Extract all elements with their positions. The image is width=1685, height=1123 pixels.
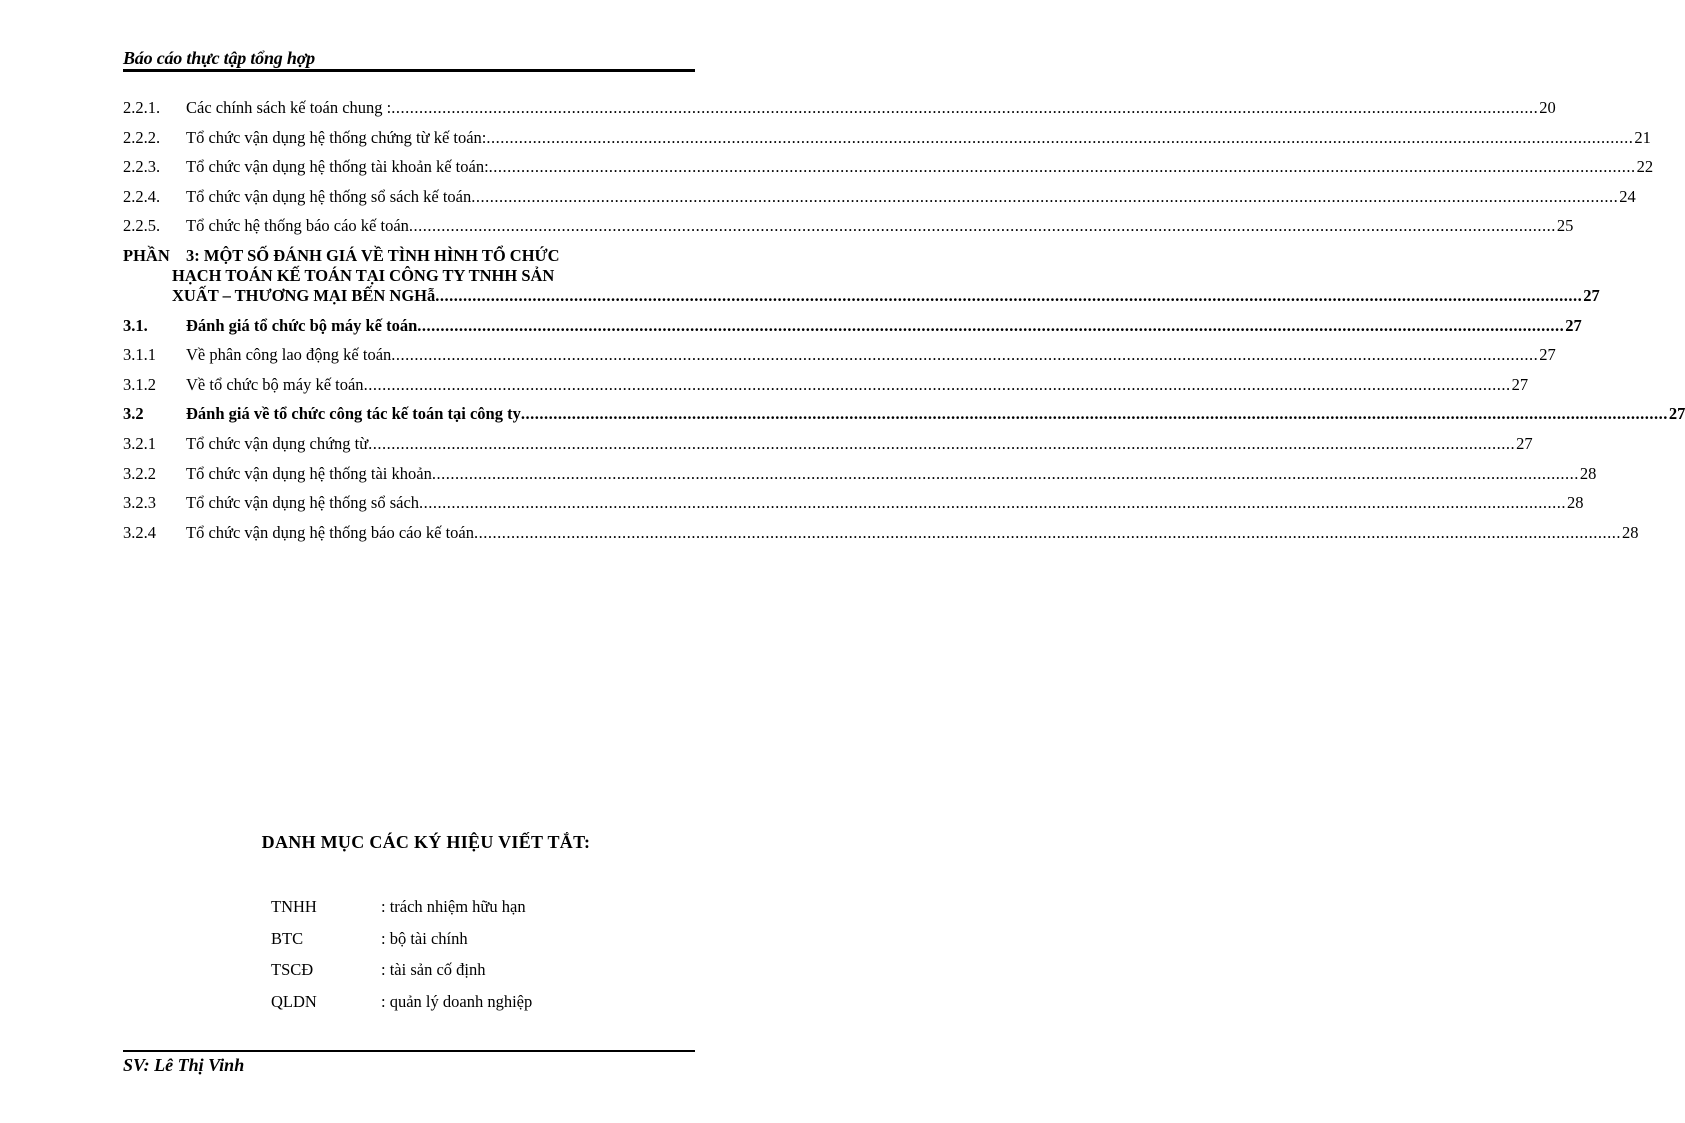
toc-entry-number: 2.2.3. [123,157,161,177]
toc-entry-number: 3.2 [123,404,144,424]
toc-dot-leader [521,404,1668,424]
toc-entry[interactable] [123,433,1533,454]
abbreviation-item [271,992,532,1012]
toc-dot-leader [368,434,1515,454]
toc-dot-leader [474,523,1621,543]
toc-dot-leader [364,375,1511,395]
toc-part-label: PHẦN [123,245,170,265]
toc-part-title-line: 3: MỘT SỐ ĐÁNH GIÁ VỀ TÌNH HÌNH TỔ CHỨC [186,245,560,265]
toc-entry-number: 3.1.2 [123,374,156,394]
toc-entry-number: 2.2.5. [123,216,161,236]
toc-dot-leader [419,493,1566,513]
toc-entry[interactable] [123,157,1654,177]
toc-entry-title: Về phân công lao động kế toán [186,345,392,365]
toc-entry-number: 3.2.1 [123,433,156,453]
toc-entry-title: Tổ chức vận dụng chứng từ [186,433,369,453]
toc-dot-leader [417,316,1564,336]
toc-entry[interactable] [123,345,1556,365]
abbreviation-item [271,960,532,980]
toc-entry-page: 28 [1579,463,1597,483]
toc-entry-number: 2.2.1. [123,98,161,117]
toc-entry[interactable] [123,127,1651,148]
toc-part-title-line: XUẤT – THƯƠNG MẠI BẾN NGHẫ [172,285,436,305]
toc-entry-title: Tổ chức vận dụng hệ thống sổ sách [186,493,420,513]
toc-entry[interactable] [123,404,1685,424]
toc-entry-title: Tổ chức vận dụng hệ thống sổ sách kế toán [186,186,472,206]
toc-entry[interactable] [123,216,1574,236]
toc-entry-title: Về tổ chức bộ máy kế toán [186,374,364,394]
toc-dot-leader [391,345,1538,365]
toc-entry-title: Các chính sách kế toán chung : [186,98,392,117]
toc-entry-title: Đánh giá về tổ chức công tác kế toán tại công ty [186,404,521,424]
abbreviation-meaning: : tài sản cố định [381,960,486,980]
toc-entry[interactable] [123,186,1636,207]
toc-entry-title: Đánh giá tổ chức bộ máy kế toán [186,315,418,335]
toc-part-title-line: HẠCH TOÁN KẾ TOÁN TẠI CÔNG TY TNHH SẢN [172,265,555,285]
toc-entry-title: Tổ chức vận dụng hệ thống tài khoản [186,463,432,483]
toc-entry[interactable] [123,315,1582,336]
toc-dot-leader [489,157,1636,177]
toc-dot-leader [471,187,1618,207]
abbreviation-meaning: : trách nhiệm hữu hạn [381,897,526,916]
page-header-title: Báo cáo thực tập tổng hợp [123,48,315,68]
toc-entry-title: Tổ chức vận dụng hệ thống báo cáo kế toán [186,522,474,542]
abbreviation-item [271,897,532,917]
toc-entry-page: 27 [1583,285,1600,305]
toc-entry-title: Tổ chức vận dụng hệ thống chứng từ kế toán: [186,127,487,147]
footer-divider [123,1050,695,1052]
toc-entry-page: 21 [1634,127,1651,147]
abbreviation-code: QLDN [271,992,317,1012]
abbreviation-code: BTC [271,928,304,948]
toc-entry-number: 3.2.3 [123,493,156,513]
abbreviations-list [271,897,532,1024]
toc-dot-leader [435,286,1582,306]
toc-entry-page: 27 [1565,315,1582,335]
toc-entry[interactable] [123,98,1556,118]
toc-entry-number: 3.2.4 [123,522,156,542]
toc-entry[interactable] [123,522,1639,543]
toc-entry-page: 27 [1516,433,1533,453]
toc-dot-leader [432,464,1579,484]
toc-dot-leader [486,128,1633,148]
abbreviations-heading: DANH MỤC CÁC KÝ HIỆU VIẾT TẮT: [261,832,591,852]
toc-dot-leader [391,98,1538,118]
toc-entry-number: 3.2.2 [123,463,156,483]
abbreviation-item [271,929,532,949]
abbreviation-meaning: : bộ tài chính [381,928,468,948]
abbreviation-meaning: : quản lý doanh nghiệp [381,992,533,1012]
toc-entry-page: 27 [1511,374,1529,394]
toc-entry-number: 3.1. [123,315,148,335]
toc-entry-title: Tổ chức vận dụng hệ thống tài khoản kế toán: [186,157,489,177]
toc-entry[interactable] [123,493,1584,513]
toc-entry[interactable] [123,463,1597,484]
toc-entry-page: 28 [1567,493,1584,513]
toc-part-heading[interactable] [123,245,1600,306]
toc-entry-page: 24 [1619,186,1636,206]
toc-entry-number: 3.1.1 [123,345,156,365]
header-divider [123,69,695,72]
table-of-contents [123,98,1685,552]
toc-entry-page: 20 [1539,98,1556,117]
toc-entry-title: Tổ chức hệ thống báo cáo kế toán [186,216,409,236]
toc-dot-leader [409,216,1556,236]
toc-entry-number: 2.2.2. [123,127,161,147]
footer-student-name: SV: Lê Thị Vinh [123,1055,245,1075]
toc-entry-page: 27 [1539,345,1556,365]
toc-entry-number: 2.2.4. [123,186,161,206]
toc-entry-page: 27 [1668,404,1685,424]
abbreviation-code: TNHH [271,897,317,916]
toc-entry[interactable] [123,374,1529,395]
toc-entry-page: 22 [1636,157,1654,177]
abbreviation-code: TSCĐ [271,960,314,980]
toc-entry-page: 28 [1621,522,1639,542]
toc-entry-page: 25 [1556,216,1574,236]
